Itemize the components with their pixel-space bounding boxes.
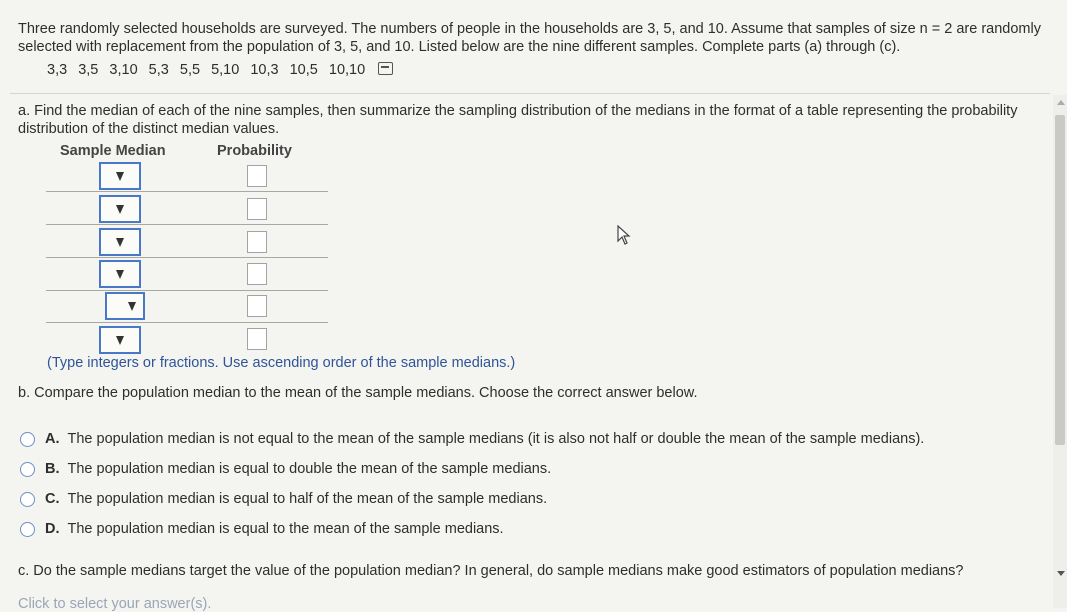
probability-input[interactable] bbox=[247, 198, 267, 220]
sample-item: 3,10 bbox=[109, 62, 138, 78]
option-a[interactable] bbox=[20, 429, 924, 449]
radio-button[interactable] bbox=[20, 492, 35, 507]
row-divider bbox=[46, 224, 328, 225]
row-divider bbox=[46, 191, 328, 192]
sample-item: 5,3 bbox=[148, 62, 169, 78]
median-dropdown[interactable] bbox=[105, 292, 145, 320]
option-c[interactable] bbox=[20, 489, 547, 509]
probability-input[interactable] bbox=[247, 263, 267, 285]
col-header-probability: Probability bbox=[217, 143, 292, 159]
radio-button[interactable] bbox=[20, 462, 35, 477]
question-intro: Three randomly selected households are surveyed. The numbers of people in the households are 3, 5, and 10. Assume that samples of size n = 2 are randomly selected with replacement from the population of 3, 5, and 10. Listed below are the nine different samples. Complete parts (a) through (c). bbox=[18, 21, 1041, 55]
input-hint: (Type integers or fractions. Use ascending order of the sample medians.) bbox=[47, 355, 516, 371]
dropdown-arrow-icon bbox=[128, 302, 136, 311]
sample-item: 10,10 bbox=[328, 62, 366, 78]
median-dropdown[interactable] bbox=[99, 228, 141, 256]
scrollbar-thumb[interactable] bbox=[1055, 115, 1065, 445]
option-d[interactable] bbox=[20, 519, 504, 539]
median-dropdown[interactable] bbox=[99, 162, 141, 190]
part-a-text: a. Find the median of each of the nine samples, then summarize the sampling distribution of the medians in the format of a table representing the probability distribution of the distinct median values. bbox=[18, 103, 1018, 137]
option-text: The population median is equal to double the mean of the sample medians. bbox=[67, 461, 552, 477]
row-divider bbox=[46, 322, 328, 323]
section-divider bbox=[10, 93, 1050, 94]
sample-item: 5,10 bbox=[211, 62, 240, 78]
dropdown-arrow-icon bbox=[116, 238, 124, 247]
probability-input[interactable] bbox=[247, 295, 267, 317]
answer-prompt[interactable]: Click to select your answer(s). bbox=[18, 596, 212, 612]
option-letter: A. bbox=[45, 431, 60, 447]
sample-item: 5,5 bbox=[179, 62, 201, 78]
option-text: The population median is equal to half of the mean of the sample medians. bbox=[67, 491, 548, 507]
probability-input[interactable] bbox=[247, 328, 267, 350]
row-divider bbox=[46, 290, 328, 291]
option-letter: B. bbox=[45, 461, 60, 477]
row-divider bbox=[46, 257, 328, 258]
option-text: The population median is not equal to the mean of the sample medians (it is also not half or double the mean of the sample medians). bbox=[67, 431, 925, 447]
probability-input[interactable] bbox=[247, 165, 267, 187]
option-letter: D. bbox=[45, 521, 60, 537]
dropdown-arrow-icon bbox=[116, 205, 124, 214]
option-b[interactable] bbox=[20, 459, 551, 479]
option-text: The population median is equal to the mean of the sample medians. bbox=[67, 521, 504, 537]
part-b-text: b. Compare the population median to the mean of the sample medians. Choose the correct answer below. bbox=[18, 385, 698, 401]
dropdown-arrow-icon bbox=[116, 336, 124, 345]
scroll-down-icon[interactable] bbox=[1057, 571, 1065, 576]
part-c-text: c. Do the sample medians target the value of the population median? In general, do sample medians make good estimators of population medians? bbox=[18, 563, 964, 579]
mouse-cursor-icon bbox=[617, 225, 631, 245]
median-dropdown[interactable] bbox=[99, 260, 141, 288]
median-dropdown[interactable] bbox=[99, 195, 141, 223]
dropdown-arrow-icon bbox=[116, 270, 124, 279]
dropdown-arrow-icon bbox=[116, 172, 124, 181]
sample-item: 3,3 bbox=[47, 62, 68, 78]
option-letter: C. bbox=[45, 491, 60, 507]
samples-list bbox=[47, 62, 400, 78]
scroll-up-icon[interactable] bbox=[1057, 100, 1065, 105]
radio-button[interactable] bbox=[20, 432, 35, 447]
median-dropdown[interactable] bbox=[99, 326, 141, 354]
sample-item: 10,3 bbox=[250, 62, 279, 78]
sample-item: 10,5 bbox=[289, 62, 318, 78]
sample-item: 3,5 bbox=[78, 62, 99, 78]
data-table-icon[interactable] bbox=[378, 62, 393, 75]
probability-input[interactable] bbox=[247, 231, 267, 253]
radio-button[interactable] bbox=[20, 522, 35, 537]
col-header-sample-median: Sample Median bbox=[60, 143, 166, 159]
